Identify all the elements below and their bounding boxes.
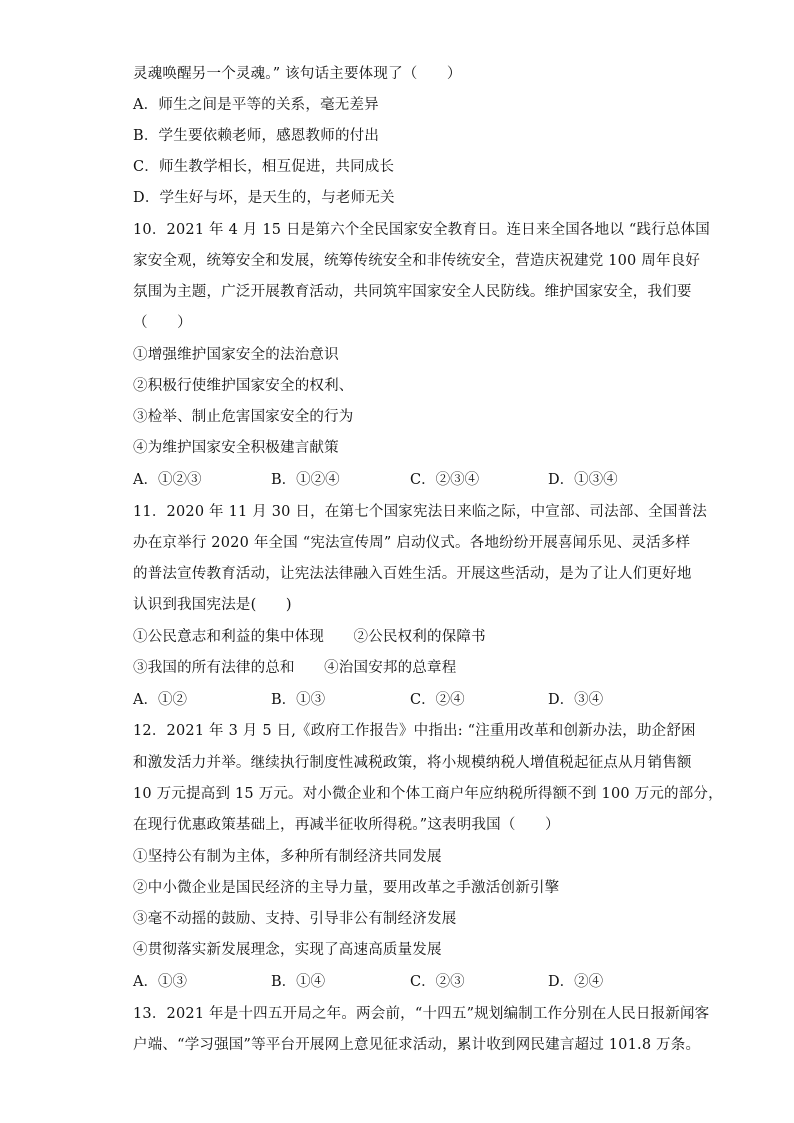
q12-stem-line-2: 和激发活力并举。继续执行制度性减税政策，将小规模纳税人增值税起征点从月销售额 [133, 755, 692, 771]
q12-item-2: ②中小微企业是国民经济的主导力量，要用改革之手激活创新引擎 [133, 880, 560, 896]
q9-option-b: B．学生要依赖老师，感恩教师的付出 [133, 128, 380, 144]
q12-choice-a: A．①③ [133, 974, 187, 990]
q10-choice-b: B．①②④ [271, 472, 340, 488]
q9-option-a: A．师生之间是平等的关系，毫无差异 [133, 97, 379, 113]
q10-item-4: ④为维护国家安全积极建言献策 [133, 440, 339, 456]
q11-choice-b: B．①③ [271, 692, 326, 708]
q12-choice-b: B．①④ [271, 974, 326, 990]
q12-item-3: ③毫不动摇的鼓励、支持、引导非公有制经济发展 [133, 911, 457, 927]
q12-item-4: ④贯彻落实新发展理念，实现了高速高质量发展 [133, 942, 442, 958]
q12-stem-line-4: 在现行优惠政策基础上，再减半征收所得税。”这表明我国（ ） [133, 817, 560, 833]
q10-choice-a: A．①②③ [133, 472, 202, 488]
q11-items-row-2: ③我国的所有法律的总和 ④治国安邦的总章程 [133, 660, 457, 676]
q10-item-3: ③检举、制止危害国家安全的行为 [133, 409, 354, 425]
q10-stem-line-2: 家安全观，统筹安全和发展，统筹传统安全和非传统安全，营造庆祝建党 100 周年良好 [133, 253, 701, 269]
q10-choice-d: D．①③④ [548, 472, 618, 488]
q11-stem-line-1: 11．2020 年 11 月 30 日，在第七个国家宪法日来临之际，中宣部、司法部、全国普法 [133, 504, 707, 520]
q13-stem-line-2: 户端、“学习强国”等平台开展网上意见征求活动，累计收到网民建言超过 101.8 万条。 [133, 1037, 701, 1053]
q13-stem-line-1: 13．2021 年是十四五开局之年。两会前，“十四五”规划编制工作分别在人民日报新闻客 [133, 1006, 710, 1022]
q12-stem-line-1: 12．2021 年 3 月 5 日,《政府工作报告》中指出: “注重用改革和创新办法，助企舒困 [133, 723, 696, 739]
q9-option-d: D．学生好与坏，是天生的，与老师无关 [133, 190, 395, 206]
q11-stem-line-2: 办在京举行 2020 年全国 “宪法宣传周” 启动仪式。各地纷纷开展喜闻乐见、灵活多样 [133, 535, 691, 551]
q11-choice-a: A．①② [133, 692, 187, 708]
q10-item-1: ①增强维护国家安全的法治意识 [133, 347, 339, 363]
q10-stem-line-4: （ ） [133, 315, 192, 331]
q9-option-c: C．师生教学相长，相互促进，共同成长 [133, 159, 395, 175]
q12-item-1: ①坚持公有制为主体，多种所有制经济共同发展 [133, 849, 442, 865]
q11-items-row-1: ①公民意志和利益的集中体现 ②公民权利的保障书 [133, 629, 486, 645]
q10-stem-line-1: 10．2021 年 4 月 15 日是第六个全民国家安全教育日。连日来全国各地以 “践行总体国 [133, 222, 710, 238]
q10-item-2: ②积极行使维护国家安全的权利、 [133, 378, 354, 394]
q11-stem-line-3: 的普法宣传教育活动，让宪法法律融入百姓生活。开展这些活动，是为了让人们更好地 [133, 566, 692, 582]
q12-stem-line-3: 10 万元提高到 15 万元。对小微企业和个体工商户年应纳税所得额不到 100 万元的部分， [133, 786, 723, 802]
q11-choice-d: D．③④ [548, 692, 604, 708]
q11-choice-c: C．②④ [410, 692, 465, 708]
q10-stem-line-3: 氛围为主题，广泛开展教育活动，共同筑牢国家安全人民防线。维护国家安全，我们要 [133, 284, 692, 300]
q11-stem-line-4: 认识到我国宪法是( ) [133, 597, 292, 613]
q10-choice-c: C．②③④ [410, 472, 480, 488]
q9-stem-end: 灵魂唤醒另一个灵魂。” 该句话主要体现了（ ） [133, 66, 462, 82]
q12-choice-c: C．②③ [410, 974, 465, 990]
q12-choice-d: D．②④ [548, 974, 604, 990]
